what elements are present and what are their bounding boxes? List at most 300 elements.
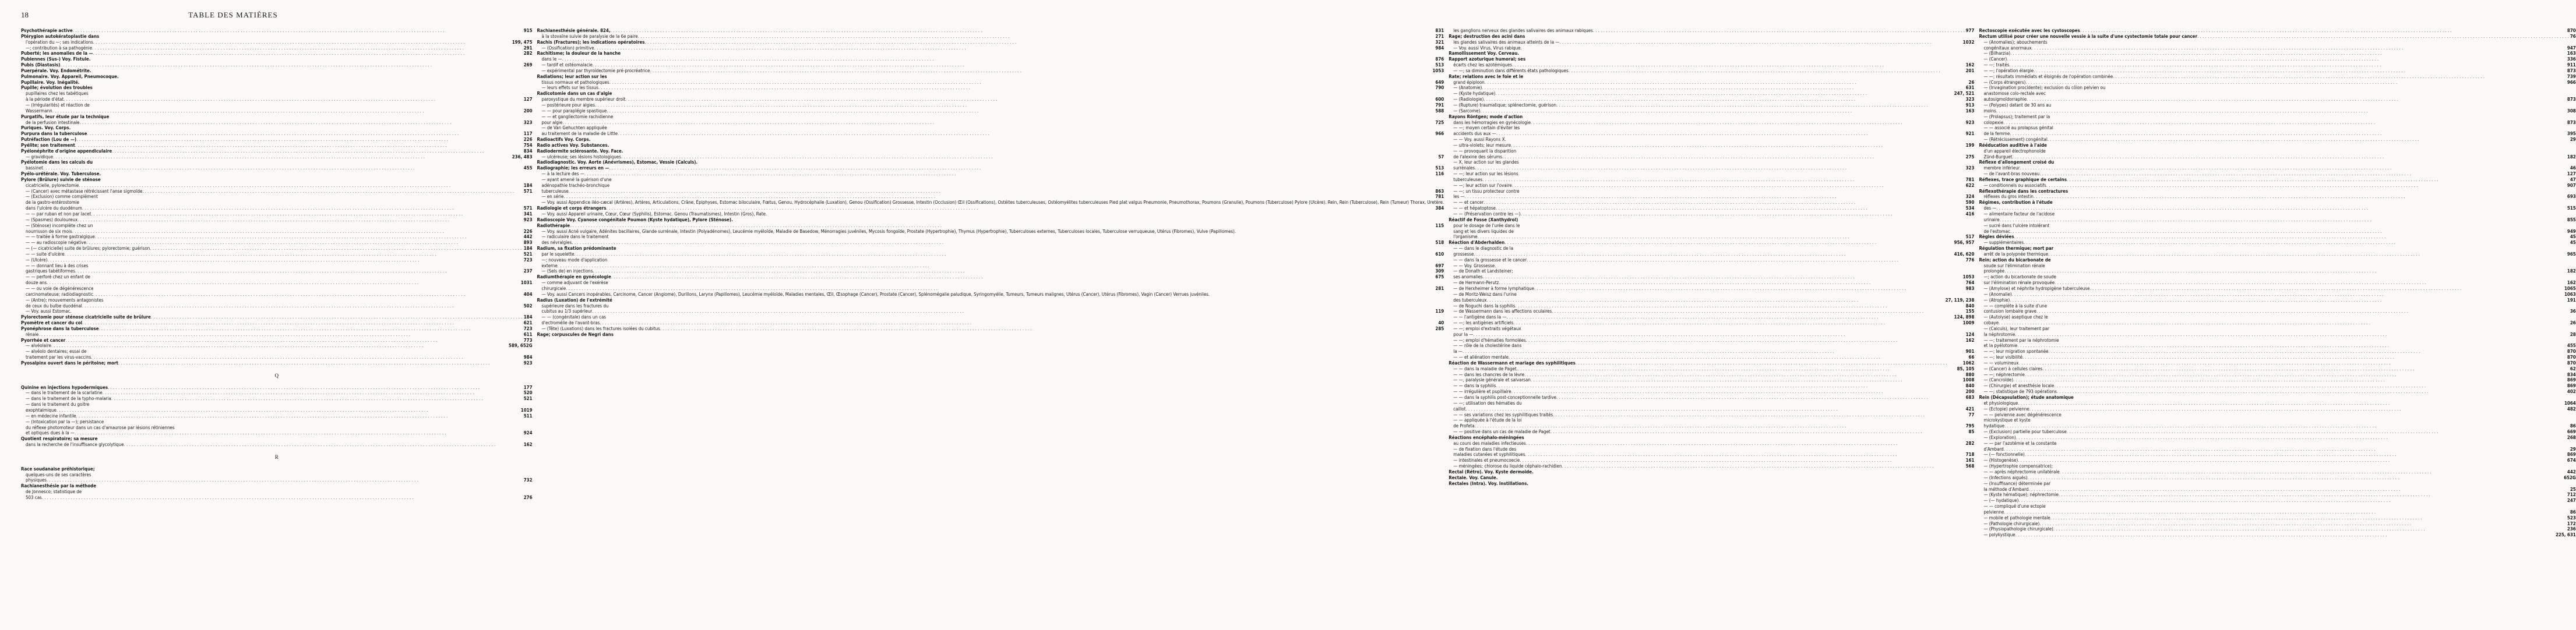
leader-dots	[593, 268, 1435, 274]
entry-text: rénale	[26, 331, 39, 337]
leader-dots	[563, 194, 1434, 200]
page-ref: 29	[2570, 446, 2576, 452]
index-subentry	[1449, 263, 1974, 269]
entry-text: — (Antre); mouvements antagonistes	[26, 297, 104, 303]
leader-dots	[99, 326, 523, 332]
leader-dots	[86, 240, 523, 246]
index-subentry	[21, 343, 533, 349]
page-ref: 840	[1965, 383, 1975, 389]
index-subentry	[1979, 74, 2575, 80]
leader-dots	[2010, 131, 2566, 137]
page-ref: 117	[523, 131, 533, 137]
index-entry	[537, 51, 1444, 56]
index-subentry	[1449, 458, 1974, 463]
index-subentry	[1979, 45, 2575, 51]
page-ref: 162	[1965, 337, 1975, 343]
page-ref: 163	[1965, 108, 1975, 114]
index-subentry	[1979, 355, 2575, 360]
index-subentry	[1449, 234, 1974, 240]
index-subentry	[537, 326, 1444, 332]
entry-text: — Voy. aussi Appareil urinaire, Cœur, Cœur (Syphilis), Estomac. Genou (Traumatismes), Intestin (Gros), Rate.	[541, 211, 767, 217]
index-subentry	[1449, 223, 1974, 229]
index-entry	[21, 320, 533, 326]
index-subentry	[1449, 406, 1974, 412]
entry-text: réflexes du gros intestin	[1983, 194, 2034, 200]
entry-text: Pyomètre et cancer du col	[21, 320, 83, 326]
leader-dots	[607, 108, 1434, 114]
entry-text: Radiumthérapie en gynécologie	[537, 274, 611, 280]
index-subentry	[1449, 372, 1974, 378]
index-subentry	[1449, 349, 1974, 355]
leader-dots	[1475, 423, 1965, 429]
entry-text: de l'estomac	[1983, 228, 2010, 234]
index-entry	[1979, 143, 2575, 148]
index-subentry	[1449, 309, 1974, 314]
index-subentry	[21, 419, 533, 425]
index-entry	[537, 74, 1444, 80]
entry-text: surrénales	[1453, 165, 1475, 171]
page-ref: 309	[1435, 268, 1444, 274]
page-ref: 589, 652G	[508, 343, 533, 349]
page-ref: 40	[1438, 320, 1444, 326]
index-subentry	[1449, 412, 1974, 418]
index-subentry	[21, 268, 533, 274]
entry-text: — — ou voie de dégénérescence	[26, 285, 94, 291]
page-ref: 184	[523, 314, 533, 320]
index-subentry	[21, 120, 533, 126]
index-subentry	[537, 85, 1444, 91]
page-ref: 956, 957	[1954, 240, 1975, 246]
page-ref: 276	[523, 494, 533, 500]
entry-text: Régimes, contribution à l'étude	[1979, 200, 2053, 206]
index-subentry	[1979, 412, 2575, 418]
index-entry	[537, 223, 1444, 229]
entry-text: — supplémentaires	[1983, 240, 2024, 246]
leader-dots	[2036, 309, 2569, 314]
index-subentry	[21, 495, 533, 501]
index-entry	[21, 125, 533, 131]
entry-text: — — compliqué d'une ectopie	[1983, 504, 2046, 509]
entry-text: moins	[1983, 108, 1996, 114]
index-subentry	[1449, 148, 1974, 154]
index-subentry	[1449, 447, 1974, 452]
page-ref: 321	[1435, 39, 1444, 45]
leader-dots	[2060, 469, 2566, 475]
index-subentry	[537, 194, 1444, 200]
index-entry	[21, 171, 533, 177]
index-subentry	[21, 252, 533, 257]
index-subentry	[21, 396, 533, 402]
index-subentry	[21, 102, 533, 108]
entry-text: autosigmoïdorraphie	[1983, 97, 2027, 102]
entry-text: — —; traités	[1983, 62, 2010, 68]
index-entry	[537, 40, 1444, 45]
page-ref: 521	[523, 251, 533, 257]
index-subentry	[21, 97, 533, 102]
entry-text: — — au radioscopie négative	[26, 240, 86, 246]
leader-dots	[1515, 303, 1964, 309]
entry-text: la —	[1453, 349, 1463, 355]
entry-text: — (Exclusion) comme complément	[26, 194, 98, 200]
index-subentry	[21, 200, 533, 206]
page-ref: 226	[523, 137, 533, 143]
page-ref: 402	[2567, 389, 2576, 395]
index-entry	[21, 177, 533, 183]
entry-text: — —, paralysie générale et salvarsan	[1453, 377, 1531, 383]
page-ref: 1053	[1962, 274, 1975, 280]
entry-text: — postérieure pour algies	[541, 102, 595, 108]
index-subentry	[537, 211, 1444, 217]
leader-dots	[2024, 240, 2569, 246]
leader-dots	[2004, 268, 2566, 274]
entry-text: sang et les divers liquides de	[1453, 228, 1514, 234]
index-subentry	[1449, 68, 1974, 74]
entry-text: colopexie	[1983, 119, 2004, 125]
entry-text: Réflexe d'allongement croisé du	[1979, 160, 2055, 165]
index-entry	[21, 326, 533, 332]
page-ref: 184	[523, 182, 533, 188]
index-subentry	[21, 189, 533, 194]
index-subentry	[1449, 355, 1974, 360]
entry-text: Rapport azoturique humoral; ses	[1449, 56, 1526, 62]
index-subentry	[1979, 521, 2575, 527]
index-subentry	[21, 355, 533, 360]
entry-text: — — irrégulière et pupillaire	[1453, 389, 1511, 395]
entry-text: Réactif de Fosse (Xanthydrol)	[1449, 217, 1518, 222]
leader-dots	[2048, 252, 2566, 257]
leader-dots	[1996, 206, 2566, 211]
entry-text: microkystique et kyste	[1983, 417, 2031, 423]
page-ref: 870	[2567, 28, 2576, 33]
index-subentry	[1979, 240, 2575, 246]
leader-dots	[93, 40, 511, 45]
entry-text: Réaction de Wassermann et mariage des syphilitiques	[1449, 360, 1576, 366]
leader-dots	[2067, 177, 2569, 183]
index-subentry	[1449, 91, 1974, 97]
page-ref: 200	[523, 108, 533, 114]
page-ref: 177	[523, 384, 533, 390]
index-subentry	[537, 252, 1444, 257]
page-ref: 77	[1968, 412, 1975, 417]
index-subentry	[1979, 515, 2575, 521]
index-subentry	[1449, 286, 1974, 292]
index-entry	[537, 137, 1444, 143]
leader-dots	[1511, 143, 1965, 148]
entry-text: — —; emploi d'extraits végétaux	[1453, 325, 1521, 331]
index-subentry	[1979, 447, 2575, 452]
entry-text: — (Calculs), leur traitement par	[1983, 325, 2049, 331]
entry-text: — (Cancer)	[1983, 56, 2007, 62]
entry-text: par le squelette	[541, 251, 575, 257]
index-subentry	[1449, 320, 1974, 326]
leader-dots	[124, 442, 522, 448]
index-subentry	[21, 430, 533, 436]
entry-text: accidents dus aux —	[1453, 131, 1496, 137]
leader-dots	[592, 309, 1434, 314]
index-subentry	[1979, 526, 2575, 532]
leader-dots	[2016, 435, 2566, 441]
index-subentry	[1979, 498, 2575, 504]
index-subentry	[1449, 463, 1974, 469]
entry-text: — (Cancroïde)	[1983, 377, 2013, 383]
index-subentry	[1449, 183, 1974, 189]
index-subentry	[1979, 137, 2575, 143]
page-ref: 965	[2567, 251, 2576, 257]
page-ref: 62	[2570, 366, 2576, 371]
leader-dots	[82, 303, 523, 309]
page-ref: 323	[523, 119, 533, 125]
leader-dots	[1513, 320, 1961, 326]
page-ref: 184	[523, 246, 533, 252]
index-entry	[21, 360, 533, 366]
index-subentry	[1449, 154, 1974, 160]
index-subentry	[1979, 338, 2575, 344]
index-subentry	[537, 183, 1444, 189]
index-entry	[537, 148, 1444, 154]
index-subentry	[1979, 80, 2575, 86]
entry-text: Rein (Décapsulation); étude anatomique	[1979, 395, 2074, 400]
entry-text: — (Ossification) primitive	[541, 45, 594, 51]
page-ref: 172	[2567, 521, 2576, 526]
leader-dots	[52, 108, 523, 114]
page-ref: 513	[1435, 165, 1444, 171]
entry-text: — (Physiopathologie chirurgicale)	[1983, 526, 2053, 532]
entry-text: et physiologique	[1983, 400, 2018, 406]
leader-dots	[111, 396, 523, 402]
page-ref: 983	[1965, 285, 1975, 291]
index-subentry	[1979, 320, 2575, 326]
page-ref: 571	[523, 188, 533, 194]
entry-text: Radioscopie Voy. Cyanose congénitale Poumon (Kyste hydatique), Pylore (Sténose).	[537, 217, 733, 222]
index-entry	[537, 160, 1444, 165]
index-subentry	[1449, 303, 1974, 309]
page-ref: 85, 105	[1957, 366, 1975, 371]
entry-text: — —; leur action sur les lésions	[1453, 171, 1518, 177]
index-subentry	[1979, 223, 2575, 229]
index-column-3	[1449, 28, 1974, 622]
entry-text: Wassermann	[26, 108, 52, 114]
entry-text: Rectoscopie exécutée avec les cystoscopes	[1979, 28, 2080, 33]
leader-dots	[2010, 51, 2566, 56]
index-subentry	[21, 349, 533, 355]
entry-text: la méthode d'Ambard	[1983, 486, 2029, 492]
entry-text: Rachis (Fractures); les indications opératoires	[537, 39, 645, 45]
leader-dots	[611, 274, 1435, 280]
leader-dots	[57, 408, 520, 413]
entry-text: ses anomalies	[1453, 274, 1483, 280]
entry-text: tuberculeuses	[1453, 176, 1483, 182]
page-ref: 162	[523, 442, 533, 448]
entry-text: — —; l'opération élargie	[1983, 68, 2034, 73]
index-subentry	[1449, 338, 1974, 344]
page-ref: 308	[2567, 108, 2576, 114]
page-ref: 870	[2567, 355, 2576, 360]
index-entry	[1979, 177, 2575, 183]
entry-text: — (Kyste hydatique)	[1453, 91, 1496, 97]
entry-text: — conditionnels ou associatifs	[1983, 182, 2046, 188]
entry-text: cicatricielle, pylorectomie	[26, 182, 79, 188]
entry-text: de ceux du bulbe duodénal	[26, 303, 82, 309]
leader-dots	[91, 355, 522, 360]
entry-text: — de Noguchi dans la syphilis	[1453, 303, 1516, 309]
leader-dots	[1483, 97, 1964, 102]
entry-text: Radiodermite sclérosante. Voy. Face.	[537, 148, 623, 154]
leader-dots	[1512, 183, 1965, 189]
leader-dots	[2019, 360, 2566, 366]
entry-text: tuberculeuse	[541, 188, 569, 194]
entry-text: — dans le traitement du goitre	[26, 402, 90, 408]
index-entry	[1449, 481, 1974, 487]
page-ref: 1019	[520, 408, 533, 413]
entry-text: de Profeta	[1453, 423, 1475, 429]
entry-text: Radiations; leur action sur les	[537, 73, 607, 79]
leader-dots	[575, 252, 1435, 257]
entry-text: — —; un tissu protecteur contre	[1453, 188, 1520, 194]
page-ref: 27, 119, 238	[1945, 297, 1975, 303]
entry-text: Pubis (Diastasis)	[21, 62, 61, 68]
entry-text: — —; leur migration spontanée	[1983, 349, 2049, 355]
index-subentry	[1449, 211, 1974, 217]
entry-text: — — associé au prolapsus génital	[1983, 125, 2053, 131]
page-ref: 271	[1435, 33, 1444, 39]
leader-dots	[1480, 108, 1964, 114]
index-entry	[21, 62, 533, 68]
index-subentry	[21, 408, 533, 413]
leader-dots	[2039, 521, 2566, 527]
leader-dots	[2004, 423, 2569, 429]
index-subentry	[537, 120, 1444, 126]
page-ref: 341	[523, 211, 533, 217]
page-ref: 621	[523, 320, 533, 326]
entry-text: Réactions encéphalo-méningées	[1449, 434, 1524, 440]
index-subentry	[537, 68, 1444, 74]
leader-dots	[1520, 211, 1964, 217]
entry-text: — alimentaire facteur de l'acidose	[1983, 211, 2055, 217]
entry-text: quelques-uns de ses caractères	[26, 472, 91, 477]
leader-dots	[1559, 40, 1961, 45]
entry-text: Psychothérapie active	[21, 28, 73, 33]
index-entry	[1449, 74, 1974, 80]
index-subentry	[1979, 309, 2575, 314]
index-subentry	[21, 303, 533, 309]
index-subentry	[21, 298, 533, 303]
page-number: 18	[21, 10, 29, 19]
index-subentry	[1979, 85, 2575, 91]
entry-text: — —; sa diminution dans différents états pathologiques	[1453, 68, 1569, 73]
index-subentry	[1979, 458, 2575, 463]
leader-dots	[1499, 280, 1964, 286]
index-entry	[1449, 51, 1974, 56]
page-ref: 631	[1965, 85, 1975, 91]
leader-dots	[1496, 383, 1964, 389]
index-subentry	[537, 309, 1444, 314]
leader-dots	[2015, 332, 2569, 338]
leader-dots	[2067, 429, 2566, 435]
leader-dots	[2010, 229, 2566, 235]
index-subentry	[1979, 475, 2575, 481]
entry-text: de Jonnesco; statistique de	[26, 489, 82, 495]
leader-dots	[1495, 91, 1953, 97]
entry-text: — (Tête) (Luxations) dans les fractures isolées du cubitus	[541, 325, 660, 331]
entry-text: — —; néphrectomie	[1983, 371, 2025, 377]
index-entry	[21, 160, 533, 165]
leader-dots	[2027, 97, 2566, 102]
entry-text: — — pelvienne avec dégénérescence	[1983, 412, 2061, 417]
leader-dots	[2057, 389, 2566, 395]
leader-dots	[43, 165, 523, 171]
page-ref: 201	[1965, 68, 1975, 73]
entry-text: Puberté; les anomalies de la —	[21, 51, 93, 56]
entry-text: d'ectromélie de l'avant-bras	[541, 320, 600, 326]
entry-text: Pupille; évolution des troubles	[21, 85, 93, 91]
leader-dots	[2048, 349, 2566, 355]
page-ref: 869	[2567, 377, 2576, 383]
entry-text: — (Sarcome)	[1453, 108, 1481, 114]
index-subentry	[1979, 492, 2575, 498]
index-entry	[1449, 240, 1974, 246]
page-ref: 323	[1965, 165, 1975, 171]
index-subentry	[1979, 91, 2575, 97]
page-ref: 162	[1965, 62, 1975, 68]
page-ref: 923	[523, 217, 533, 222]
entry-text: — mobile et pathologie mentale	[1983, 515, 2050, 521]
page-ref: 966	[2567, 79, 2576, 85]
index-subentry	[537, 292, 1444, 298]
page-ref: 85	[1968, 429, 1975, 435]
leader-dots	[562, 120, 1434, 126]
entry-text: — — perforé chez un enfant de	[26, 274, 90, 280]
leader-dots	[1512, 62, 1965, 68]
index-subentry	[1449, 206, 1974, 211]
index-subentry	[21, 425, 533, 431]
index-subentry	[1449, 417, 1974, 423]
index-subentry	[1979, 349, 2575, 355]
entry-text: à la période d'état	[26, 97, 64, 102]
index-entry	[537, 143, 1444, 148]
page-ref: 913	[1965, 102, 1975, 108]
index-subentry	[21, 165, 533, 171]
leader-dots	[611, 28, 1435, 34]
entry-text: nourrisson de six mois	[26, 228, 72, 234]
page-ref: 124	[1965, 331, 1975, 337]
index-subentry	[1449, 280, 1974, 286]
page-ref: 1053	[1432, 68, 1444, 73]
leader-dots	[2028, 487, 2568, 493]
leader-dots	[112, 148, 523, 154]
entry-text: Pylorectomie pour sténose cicatricielle suite de brûlure	[21, 314, 151, 320]
entry-text: — Voy. aussi Acné vulgaire, Adénites bacillaires, Glande surrénale, Intestin (Polyadénomes), Leucémie myéloïde, Maladie de Basedow, Ménorragies juvéniles, Mycosis fongoïde, Prostate (Hypertrophie), Thymus (Hypertrophie), Tuberculoses externes, Tuberculoses locales, Tuberculose verruqueuse, Utérus (Fibromes), Vulve (Papillomes).	[541, 228, 1236, 234]
entry-text: dans l'ulcère du duodénum	[26, 206, 82, 211]
entry-text: — (Chirurgie) et anesthésie locale	[1983, 383, 2055, 389]
page-ref: 28	[2570, 331, 2576, 337]
index-subentry	[1979, 326, 2575, 332]
page-ref: 416	[1965, 211, 1975, 217]
page-ref: 949	[2567, 228, 2576, 234]
entry-text: Rectum utilisé pour créer une nouvelle vessie à la suite d'une cystectomie totale pour cancer	[1979, 33, 2197, 39]
index-entry	[537, 274, 1444, 280]
entry-text: pour la —	[1453, 331, 1474, 337]
entry-text: congénitaux anormaux	[1983, 45, 2032, 51]
entry-text: tissus normaux et pathologiques	[541, 79, 609, 85]
entry-text: — —; leur visibilité	[1983, 355, 2022, 360]
entry-text: de la femme	[1983, 131, 2010, 137]
entry-text: Pyonéphrose dans la tuberculose	[21, 325, 99, 331]
index-subentry	[1979, 417, 2575, 423]
page-ref: 282	[523, 51, 533, 56]
entry-text: Rate; relations avec le foie et le	[1449, 73, 1524, 79]
entry-text: — de fixation dans l'étude des	[1453, 446, 1517, 452]
entry-text: — (Prolapsus); traitement par la	[1983, 114, 2050, 119]
